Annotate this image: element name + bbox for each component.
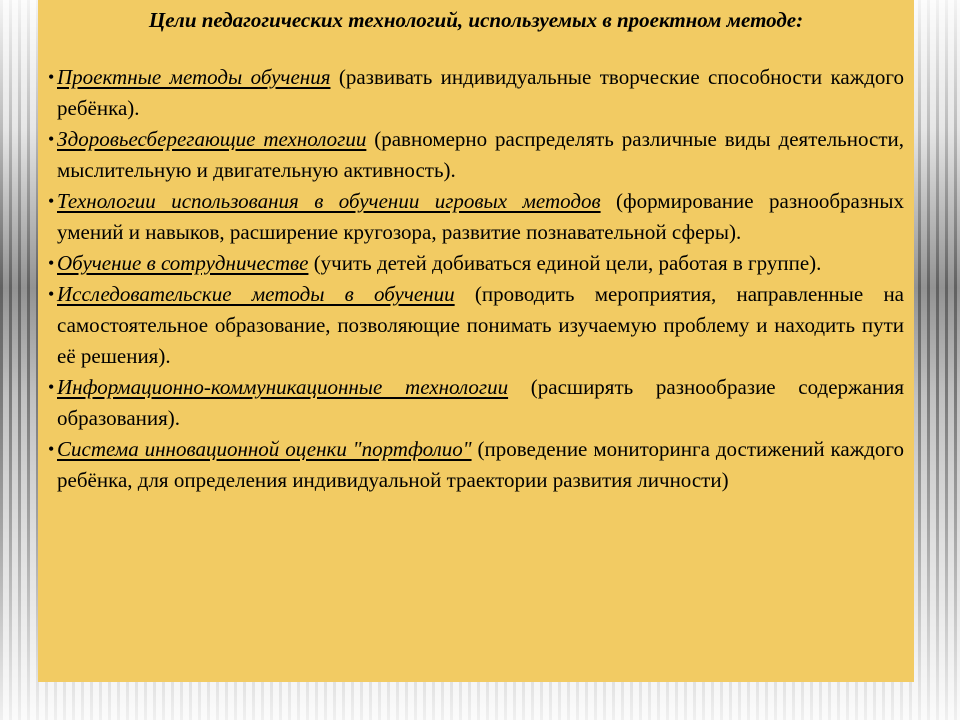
bullet-icon: • <box>48 129 55 149</box>
item-term: Система инновационной оценки "портфолио" <box>57 437 472 461</box>
bullet-icon: • <box>48 284 55 304</box>
bullet-icon: • <box>48 191 55 211</box>
item-description: (развивать индивидуальные творческие способности каждого ребёнка). <box>57 65 905 120</box>
list-item <box>48 62 904 124</box>
list-item <box>48 279 904 372</box>
item-term: Технологии использования в обучении игровых методов <box>57 189 601 213</box>
list-item <box>48 434 904 496</box>
bullet-icon: • <box>48 67 55 87</box>
slide-page <box>38 0 914 682</box>
bullet-icon: • <box>48 377 55 397</box>
item-description: (проведение мониторинга достижений каждого ребёнка, для определения индивидуальной траектории развития личности) <box>57 437 904 492</box>
bullet-icon: • <box>48 253 55 273</box>
list-item <box>48 124 904 186</box>
slide-title: Цели педагогических технологий, используемых в проектном методе: <box>148 8 804 32</box>
list-item <box>48 186 904 248</box>
item-description: (учить детей добиваться единой цели, работая в группе). <box>308 251 822 275</box>
item-term: Здоровьесберегающие технологии <box>57 127 367 151</box>
item-description: (проводить мероприятия, направленные на самостоятельное образование, позволяющие понимать изучаемую проблему и находить пути её решения). <box>57 282 904 368</box>
item-term: Исследовательские методы в обучении <box>57 282 455 306</box>
bullet-icon: • <box>48 439 55 459</box>
item-description: (расширять разнообразие содержания образования). <box>57 375 904 430</box>
item-description: (формирование разнообразных умений и навыков, расширение кругозора, развитие познавательной сферы). <box>57 189 904 244</box>
list-item <box>48 248 904 279</box>
item-term: Информационно-коммуникационные технологии <box>57 375 509 399</box>
item-term: Обучение в сотрудничестве <box>57 251 309 275</box>
goals-list <box>48 62 904 496</box>
list-item <box>48 372 904 434</box>
item-term: Проектные методы обучения <box>57 65 331 89</box>
item-description: (равномерно распределять различные виды деятельности, мыслительную и двигательную активность). <box>57 127 905 182</box>
